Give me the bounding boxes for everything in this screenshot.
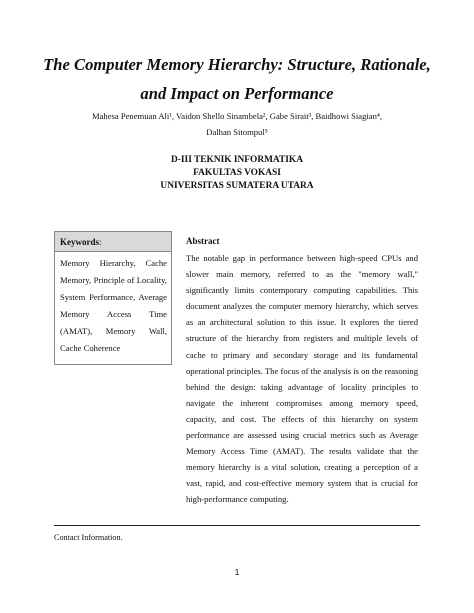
keywords-colon: :	[99, 237, 102, 247]
author-list	[40, 108, 434, 140]
paper-title: The Computer Memory Hierarchy: Structure, Rationale, and Impact on Performance	[43, 55, 431, 103]
affiliation-faculty: FAKULTAS VOKASI	[193, 168, 281, 178]
keywords-box	[54, 231, 172, 365]
keywords-header	[55, 232, 171, 252]
footnote-divider	[54, 525, 420, 526]
affiliation	[40, 154, 434, 193]
affiliation-university: UNIVERSITAS SUMATERA UTARA	[160, 181, 314, 191]
keywords-text: Memory Hierarchy, Cache Memory, Principle of Locality, System Performance, Average Memory Access Time (AMAT), Memory Wall, Cache Coherence	[60, 258, 167, 353]
affiliation-dept: D-III TEKNIK INFORMATIKA	[171, 155, 303, 165]
contact-information: Contact Information.	[54, 533, 123, 542]
abstract-text: The notable gap in performance between high-speed CPUs and slower main memory, referred to as the "memory wall," significantly limits contemporary computing capabilities. This document analyzes the computer memory hierarchy, which serves as an architectural solution to this issue. It explores the tiered structure of the hierarchy from registers and multiple levels of cache to primary and secondary storage and its fundamental operational principles. The focus of the analysis is on the reasoning behind the design: taking advantage of locality principles to navigate the inherent compromises among memory speed, capacity, and cost. The effects of this hierarchy on system performance are assessed using crucial metrics such as Average Memory Access Time (AMAT). The results validate that the memory hierarchy is a vital solution, creating a perception of a vast, rapid, and cost-effective memory system that is crucial for high-performance computing.	[186, 253, 418, 505]
authors-line-2: Dalhan Sitompul⁵	[206, 127, 268, 137]
keywords-label: Keywords	[60, 237, 99, 247]
abstract-heading: Abstract	[186, 236, 220, 246]
authors-line-1: Mahesa Penemuan Ali¹, Vaidon Shello Sinambela², Gabe Sirait³, Baidhowi Siagian⁴,	[91, 111, 383, 121]
page-number: 1	[234, 567, 240, 577]
